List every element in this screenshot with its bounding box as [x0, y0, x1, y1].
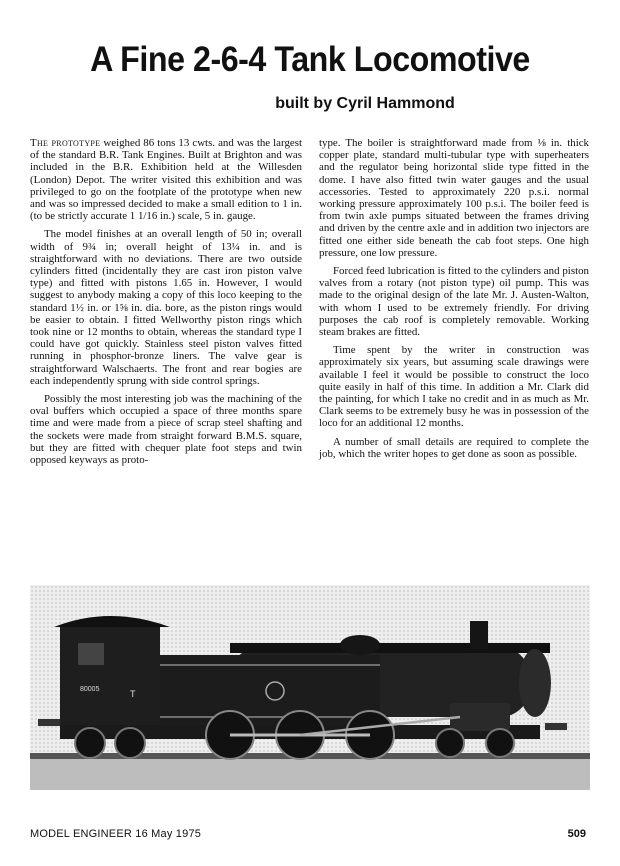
paragraph: [30, 137, 302, 222]
article-byline: built by Cyril Hammond: [275, 95, 455, 112]
publication-footer: MODEL ENGINEER 16 May 1975: [30, 828, 202, 840]
bogie-wheel: [436, 729, 464, 757]
left-text-column: [30, 137, 302, 472]
buffer: [545, 723, 567, 730]
right-text-column: [319, 137, 589, 466]
trailing-wheel: [75, 728, 105, 758]
buffer: [38, 719, 60, 726]
boiler-top: [230, 643, 550, 653]
dome: [340, 635, 380, 655]
cab-letter: T: [130, 689, 136, 699]
paragraph: Time spent by the writer in construction was approximately six years, but assuming scale drawings were available I feel it would be possible to construct the loco quite easily in half of this time. In addition a Mr. Clark did the painting, for which I take no credit and in as much as Mr. Clark seems to be extremely busy he was in possession of the loco for an additional 12 months.: [319, 344, 589, 430]
paragraph-body: weighed 86 tons 13 cwts. and was the largest of the standard B.R. Tank Engines. Built at Brighton and was included in the B.R. Exhibition held at the Willesden (London) Depot. The writer visited this exhibition and was privileged to go on the footplate of the prototype when new and was so impressed decided to make a small edition to 1 in. (to be strictly accurate 1 1/16 in.) scale, 5 in. gauge.: [30, 137, 302, 223]
cab: [60, 627, 160, 725]
cab-roof: [54, 616, 170, 627]
article-title: A Fine 2-6-4 Tank Locomotive: [90, 40, 530, 79]
bogie-wheel: [486, 729, 514, 757]
paragraph: The model finishes at an overall length of 50 in; overall width of 9¾ in; overall height of 13¼ in. and is straightforward with no deviations. There are two outside cylinders fitted (incidentally they are cast iron piston valve type) and fitted with pistons 1.65 in. However, I would suggest to anybody making a copy of this loco keeping to the standard 1½ in. or 1⅝ in. dia. bore, as the piston rings would be easier to obtain. I fitted Wellworthy piston rings which took nine or 12 months to obtain, whereas the standard type I could have got quickly. Stainless steel piston valves fitted running in phosphor-bronze liners. The valve gear is straightforward Walschaerts. The front and rear bogies are each independently sprung with side control springs.: [30, 228, 302, 387]
paragraph: A number of small details are required to complete the job, which the writer hopes to get done as soon as possible.: [319, 435, 589, 460]
cab-window: [78, 643, 104, 665]
locomotive-illustration: [30, 585, 590, 790]
lead-in-text: The prototype: [30, 137, 101, 149]
page-number: 509: [567, 828, 586, 840]
trailing-wheel: [115, 728, 145, 758]
paragraph: Forced feed lubrication is fitted to the cylinders and piston valves from a rotary (not piston type) oil pump. This was made to the original design of the late Mr. J. Austen-Walton, with whom I used to be extremely friendly. For driving purposes the cab roof is completely removable. Working steam brakes are fitted.: [319, 265, 589, 339]
paragraph: type. The boiler is straightforward made from ⅛ in. thick copper plate, standard multi-tubular type with superheaters and the regulator being horizontal slide type fitted in the dome. I have also fitted twin water gauges and the usual accessories. Tested to approximately 220 p.s.i. normal working pressure approximately 100 p.s.i. The boiler feed is from twin axle pumps situated between the frames driving and driven by the centre axle and in addition two injectors are fitted one either side beneath the cab foot steps. One high pressure, one low pressure.: [319, 137, 589, 259]
number-plate: 80005: [80, 686, 100, 693]
locomotive-photo: [30, 585, 590, 790]
display-base: [30, 757, 590, 790]
smokebox-door: [519, 649, 551, 717]
chimney: [470, 621, 488, 649]
paragraph: Possibly the most interesting job was the machining of the oval buffers which occupied a space of three months spare time and were made from a piece of scrap steel shafting and the sockets were made from straight forward B.M.S. square, but they are fitted with chequer plate foot steps and twin opposed keyways as proto-: [30, 393, 302, 467]
